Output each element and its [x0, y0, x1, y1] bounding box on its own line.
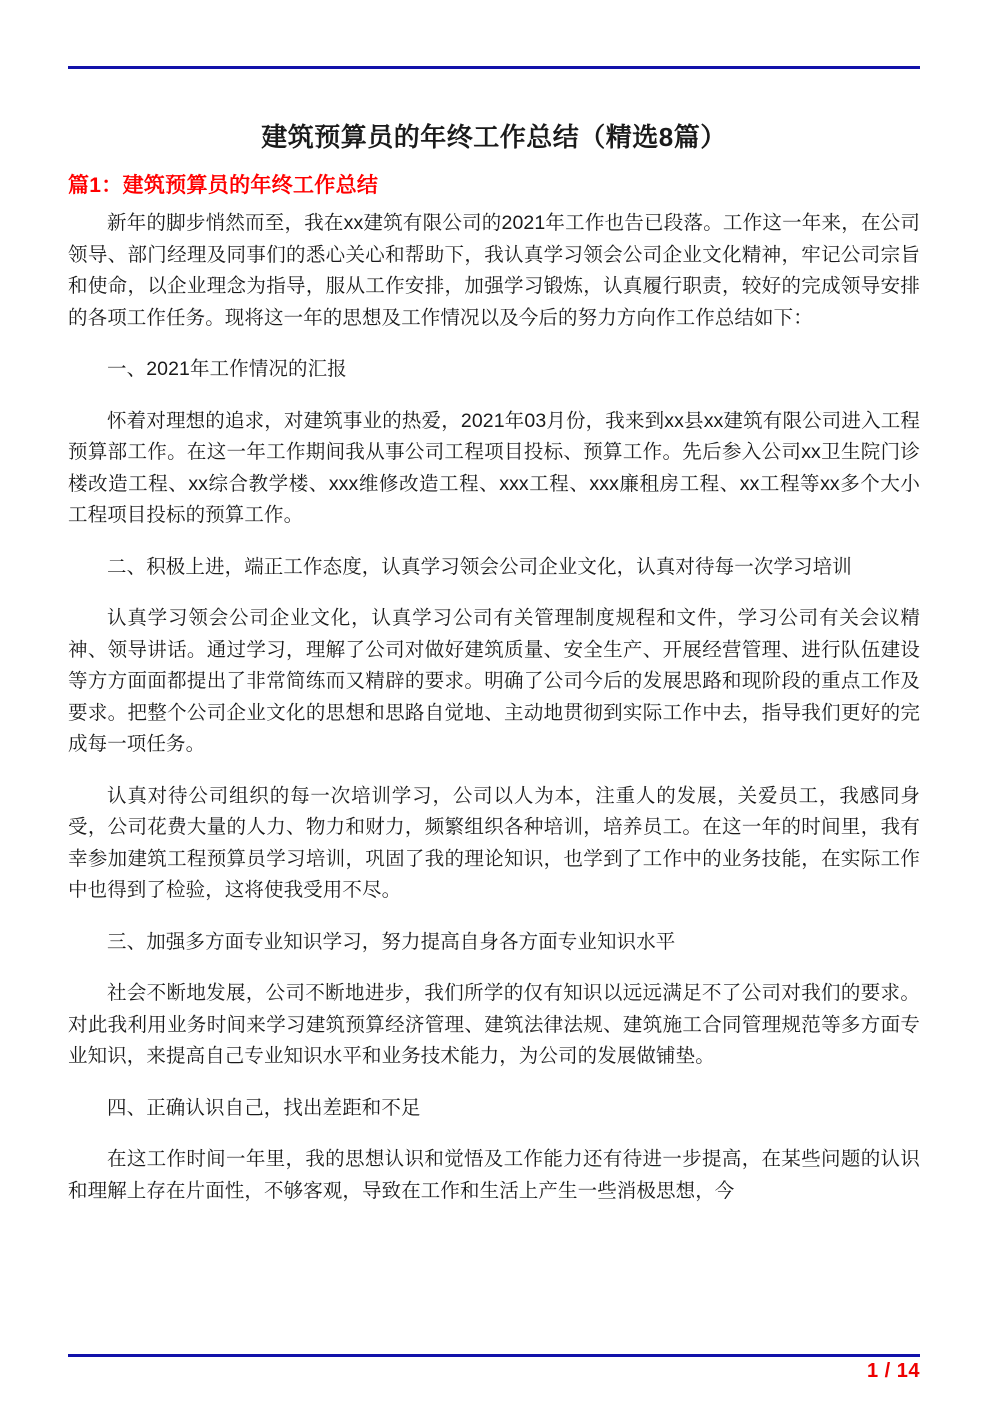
footer-rule-divider: [68, 1354, 920, 1357]
page-number: 1 / 14: [866, 1360, 920, 1382]
paragraph-intro: 新年的脚步悄然而至，我在xx建筑有限公司的2021年工作也告已段落。工作这一年来，在公司领导、部门经理及同事们的悉心关心和帮助下，我认真学习领会公司企业文化精神，牢记公司宗旨和使命，以企业理念为指导，服从工作安排，加强学习锻炼，认真履行职责，较好的完成领导安排的各项工作任务。现将这一年的思想及工作情况以及今后的努力方向作工作总结如下：: [68, 212, 920, 329]
paragraph-training: 认真对待公司组织的每一次培训学习，公司以人为本，注重人的发展，关爱员工，我感同身受，公司花费大量的人力、物力和财力，频繁组织各种培训，培养员工。在这一年的时间里，我有幸参加建筑工程预算员学习培训，巩固了我的理论知识，也学到了工作中的业务技能，在实际工作中也得到了检验，这将使我受用不尽。: [68, 784, 920, 901]
paragraph-work-report: 怀着对理想的追求，对建筑事业的热爱，2021年03月份，我来到xx县xx建筑有限公司进入工程预算部工作。在这一年工作期间我从事公司工程项目投标、预算工作。先后参入公司xx卫生院门诊楼改造工程、xx综合教学楼、xxx维修改造工程、xxx工程、xxx廉租房工程、xx工程等xx多个大小工程项目投标的预算工作。: [68, 409, 921, 526]
page-title: 建筑预算员的年终工作总结（精选8篇）: [261, 122, 727, 152]
paragraph-culture-study: 认真学习领会公司企业文化，认真学习公司有关管理制度规程和文件，学习公司有关会议精神、领导讲话。通过学习，理解了公司对做好建筑质量、安全生产、开展经营管理、进行队伍建设等方方面面都提出了非常简练而又精辟的要求。明确了公司今后的发展思路和现阶段的重点工作及要求。把整个公司企业文化的思想和思路自觉地、主动地贯彻到实际工作中去，指导我们更好的完成每一项任务。: [68, 607, 920, 755]
paragraph-subheading-one: 一、2021年工作情况的汇报: [107, 358, 347, 380]
paragraph-subheading-three: 三、加强多方面专业知识学习，努力提高自身各方面专业知识水平: [107, 930, 676, 953]
paragraph-subheading-two: 二、积极上进，端正工作态度，认真学习领会公司企业文化，认真对待每一次学习培训: [107, 555, 852, 578]
paragraph-self-assessment: 在这工作时间一年里，我的思想认识和觉悟及工作能力还有待进一步提高，在某些问题的认识和理解上存在片面性，不够客观，导致在工作和生活上产生一些消极思想，今: [68, 1148, 920, 1202]
document-content: [68, 118, 920, 1207]
header-rule-divider: [68, 66, 920, 69]
section-heading: 篇1：建筑预算员的年终工作总结: [68, 174, 379, 197]
paragraph-professional-knowledge: 社会不断地发展，公司不断地进步，我们所学的仅有知识以远远满足不了公司对我们的要求。对此我利用业务时间来学习建筑预算经济管理、建筑法律法规、建筑施工合同管理规范等多方面专业知识，来提高自己专业知识水平和业务技术能力，为公司的发展做铺垫。: [68, 982, 920, 1067]
paragraph-subheading-four: 四、正确认识自己，找出差距和不足: [107, 1096, 421, 1119]
